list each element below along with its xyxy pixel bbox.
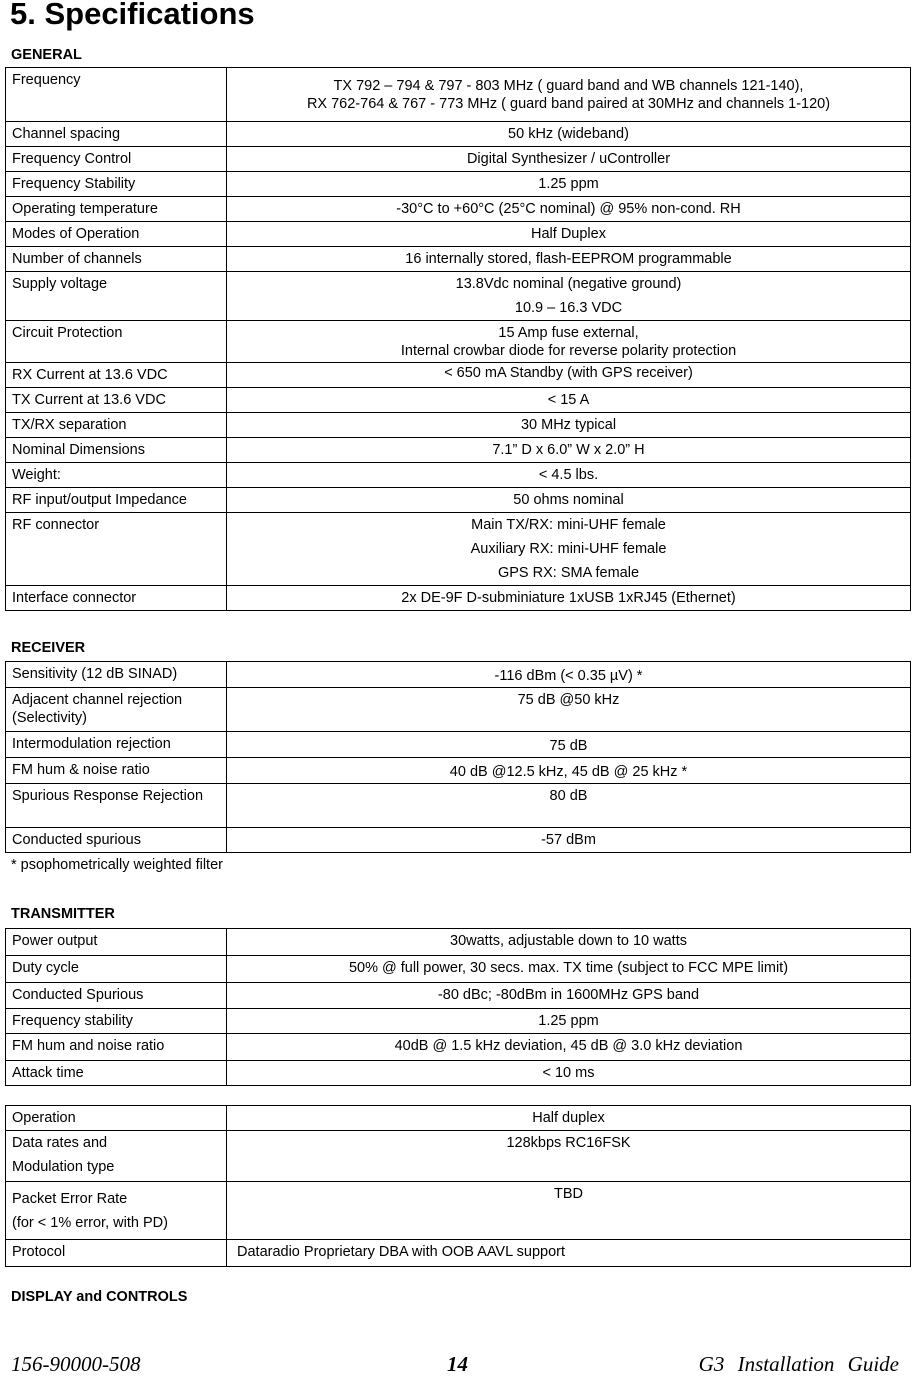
spec-value: Half duplex [227,1106,911,1131]
footer-doc-number: 156-90000-508 [11,1352,141,1376]
spec-value-line: 15 Amp fuse external, [498,325,639,341]
spec-label: Frequency Stability [6,172,227,197]
spec-value-line: RX 762-764 & 767 - 773 MHz ( guard band paired at 30MHz and channels 1-120) [306,96,831,112]
spec-value: -80 dBc; -80dBm in 1600MHz GPS band [227,983,911,1009]
spec-label: Channel spacing [6,122,227,147]
spec-label: RF input/output Impedance [6,488,227,513]
table-row [6,197,911,222]
spec-value: 2x DE-9F D-subminiature 1xUSB 1xRJ45 (Ethernet) [227,586,911,611]
spec-value: 1.25 ppm [227,1009,911,1034]
table-row [6,662,911,688]
footer-guide-title: G3 Installation Guide [698,1352,899,1376]
spec-value: < 650 mA Standby (with GPS receiver) [227,363,911,388]
spec-label: Intermodulation rejection [6,732,227,758]
general-spec-table [5,67,911,611]
table-row [6,1009,911,1034]
spec-value: 75 dB [227,732,911,758]
spec-label [6,1131,227,1182]
spec-value-line: TX 792 – 794 & 797 - 803 MHz ( guard band and WB channels 121-140), [333,78,804,94]
table-row [6,321,911,363]
footer-page-number: 14 [447,1352,468,1376]
page-title: 5. Specifications [10,0,255,31]
spec-value: Half Duplex [227,222,911,247]
receiver-footnote: * psophometrically weighted filter [11,857,223,873]
table-row [6,463,911,488]
table-row [6,1240,911,1267]
table-row [6,586,911,611]
spec-value: 40dB @ 1.5 kHz deviation, 45 dB @ 3.0 kHz deviation [227,1034,911,1061]
spec-value: < 15 A [227,388,911,413]
spec-label: RF connector [6,513,227,586]
spec-value [227,68,911,122]
display-controls-heading: DISPLAY and CONTROLS [11,1289,188,1305]
spec-label: RX Current at 13.6 VDC [6,363,227,388]
spec-label: Nominal Dimensions [6,438,227,463]
spec-label: Power output [6,929,227,956]
spec-value: < 4.5 lbs. [227,463,911,488]
spec-label-line: (for < 1% error, with PD) [12,1215,168,1231]
table-row [6,732,911,758]
transmitter-heading: TRANSMITTER [11,906,115,922]
table-row [6,513,911,586]
spec-label [6,1182,227,1240]
spec-value [227,272,911,321]
spec-label: Supply voltage [6,272,227,321]
spec-label: Adjacent channel rejection (Selectivity) [6,688,227,732]
spec-label: Circuit Protection [6,321,227,363]
spec-value: 75 dB @50 kHz [227,688,911,732]
transmitter-spec-table [5,928,911,1086]
general-heading: GENERAL [11,47,82,63]
spec-label-line: Modulation type [12,1159,115,1175]
table-row [6,784,911,828]
spec-value: 1.25 ppm [227,172,911,197]
table-row [6,438,911,463]
spec-label: TX Current at 13.6 VDC [6,388,227,413]
spec-value: 128kbps RC16FSK [227,1131,911,1182]
spec-label: Attack time [6,1061,227,1086]
table-row [6,488,911,513]
spec-value: < 10 ms [227,1061,911,1086]
spec-value: 16 internally stored, flash-EEPROM programmable [227,247,911,272]
table-row [6,1106,911,1131]
spec-value: 30watts, adjustable down to 10 watts [227,929,911,956]
table-row [6,956,911,983]
spec-label: Sensitivity (12 dB SINAD) [6,662,227,688]
table-row [6,828,911,853]
table-row [6,122,911,147]
spec-label: Modes of Operation [6,222,227,247]
spec-value: 80 dB [227,784,911,828]
spec-value-line: GPS RX: SMA female [497,565,640,581]
spec-label: Spurious Response Rejection [6,784,227,828]
spec-value-line: Auxiliary RX: mini-UHF female [470,541,667,557]
spec-value-line: 13.8Vdc nominal (negative ground) [455,276,682,292]
spec-value: -57 dBm [227,828,911,853]
table-row [6,688,911,732]
table-row [6,983,911,1009]
spec-label: Frequency Control [6,147,227,172]
spec-value: -30°C to +60°C (25°C nominal) @ 95% non-cond. RH [227,197,911,222]
spec-value: 50 kHz (wideband) [227,122,911,147]
spec-value-line: Internal crowbar diode for reverse polarity protection [400,343,737,359]
spec-value: 50% @ full power, 30 secs. max. TX time (subject to FCC MPE limit) [227,956,911,983]
spec-label: TX/RX separation [6,413,227,438]
spec-value [227,321,911,363]
spec-label: Frequency stability [6,1009,227,1034]
table-row [6,68,911,122]
spec-label: Frequency [6,68,227,122]
spec-value: 50 ohms nominal [227,488,911,513]
table-row [6,413,911,438]
table-row [6,388,911,413]
table-row [6,1131,911,1182]
table-row [6,1034,911,1061]
spec-label: Weight: [6,463,227,488]
table-row [6,247,911,272]
spec-label: Operation [6,1106,227,1131]
table-row [6,363,911,388]
table-row [6,1061,911,1086]
spec-label: Duty cycle [6,956,227,983]
spec-value: -116 dBm (< 0.35 µV) * [227,662,911,688]
receiver-spec-table [5,661,911,853]
table-row [6,222,911,247]
spec-value: TBD [227,1182,911,1240]
spec-label: Number of channels [6,247,227,272]
spec-value-line: 10.9 – 16.3 VDC [514,300,623,316]
spec-label: Protocol [6,1240,227,1267]
spec-label: FM hum and noise ratio [6,1034,227,1061]
spec-value: 30 MHz typical [227,413,911,438]
table-row [6,147,911,172]
spec-label: Conducted Spurious [6,983,227,1009]
spec-label-line: Packet Error Rate [12,1191,128,1207]
table-row [6,929,911,956]
spec-value: Dataradio Proprietary DBA with OOB AAVL support [227,1240,911,1267]
table-row [6,172,911,197]
receiver-heading: RECEIVER [11,640,86,656]
spec-value: 40 dB @12.5 kHz, 45 dB @ 25 kHz * [227,758,911,784]
spec-value: 7.1” D x 6.0” W x 2.0” H [227,438,911,463]
spec-label: FM hum & noise ratio [6,758,227,784]
operation-spec-table [5,1105,911,1267]
spec-value: Digital Synthesizer / uController [227,147,911,172]
spec-value [227,513,911,586]
spec-value-line: Main TX/RX: mini-UHF female [471,517,666,533]
table-row [6,272,911,321]
spec-label: Conducted spurious [6,828,227,853]
table-row [6,758,911,784]
spec-label: Interface connector [6,586,227,611]
spec-label: Operating temperature [6,197,227,222]
spec-label-line: Data rates and [12,1135,108,1151]
table-row [6,1182,911,1240]
